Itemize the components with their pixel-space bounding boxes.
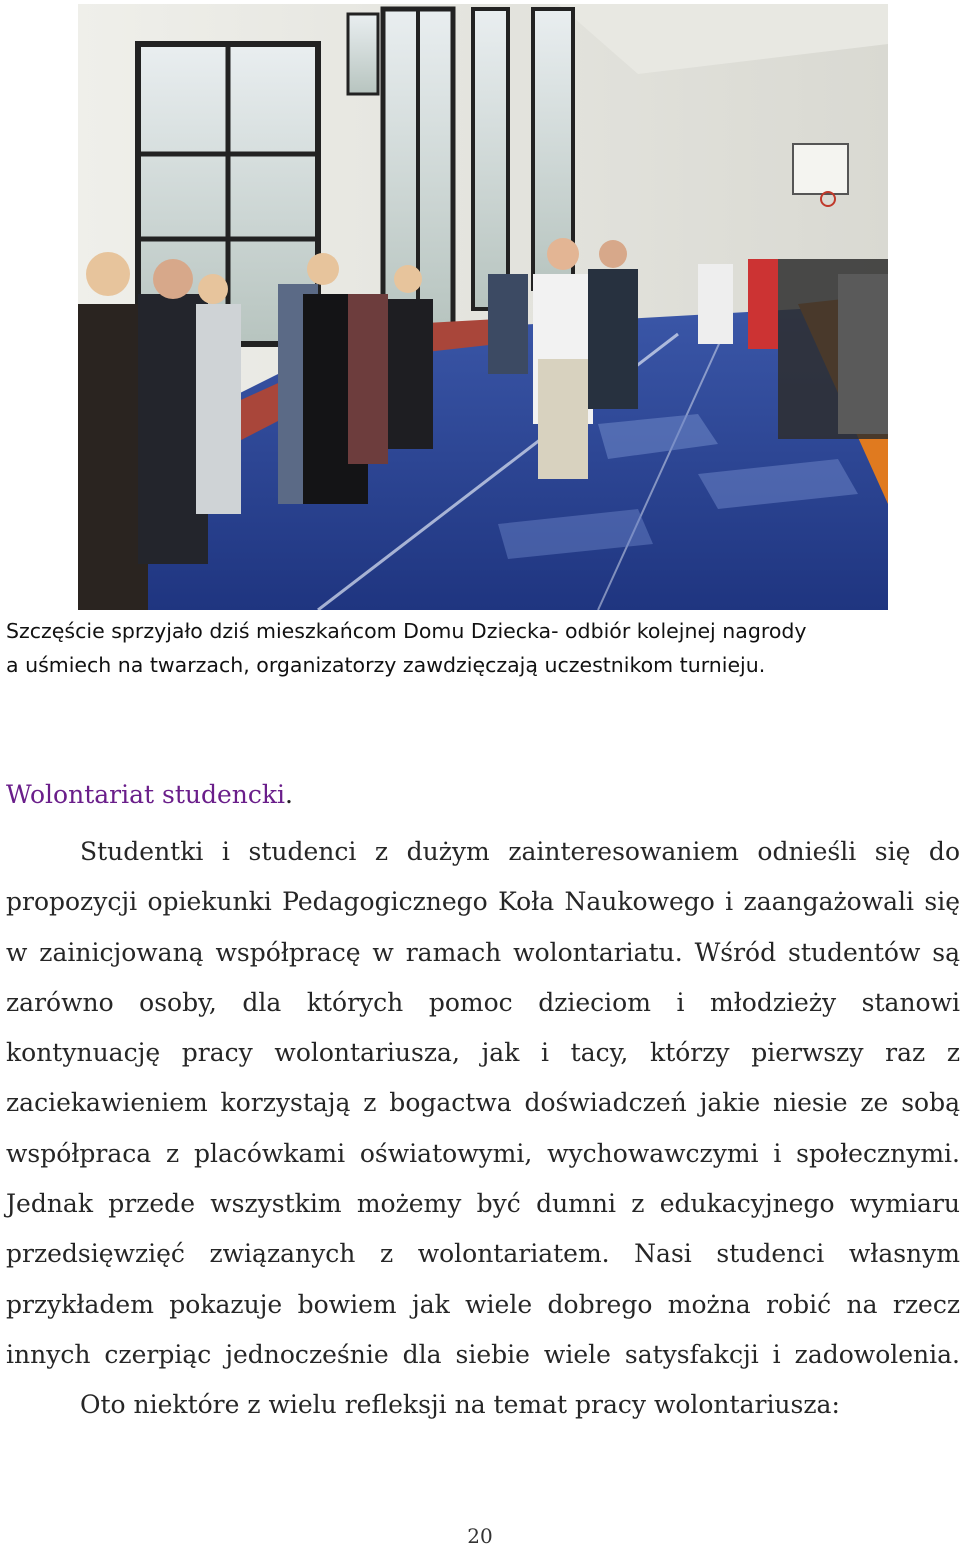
gym-award-photo bbox=[78, 4, 888, 610]
text-line: w zainicjowaną współpracę w ramach wolontariatu. Wśród studentów są bbox=[6, 937, 960, 967]
text-line: zaciekawieniem korzystają z bogactwa doświadczeń jakie niesie ze sobą bbox=[6, 1088, 960, 1118]
text-line: Studentki i studenci z dużym zainteresowaniem odnieśli się do bbox=[80, 837, 960, 866]
body-paragraph bbox=[6, 827, 960, 1431]
text-line: Oto niektóre z wielu refleksji na temat pracy wolontariusza: bbox=[80, 1390, 840, 1420]
text-line: zarówno osoby, dla których pomoc dzieciom i młodzieży stanowi bbox=[6, 987, 960, 1017]
page-number: 20 bbox=[467, 1524, 493, 1548]
text-line: innych czerpiąc jednocześnie dla siebie wiele satysfakcji i zadowolenia. bbox=[6, 1339, 960, 1369]
caption-line: a uśmiech na twarzach, organizatorzy zawdzięczają uczestnikom turnieju. bbox=[6, 653, 766, 677]
text-line: współpraca z placówkami oświatowymi, wychowawczymi i społecznymi. bbox=[6, 1138, 960, 1168]
text-line: przykładem pokazuje bowiem jak wiele dobrego można robić na rzecz bbox=[6, 1289, 960, 1319]
text-line: propozycji opiekunki Pedagogicznego Koła Naukowego i zaangażowali się bbox=[6, 887, 960, 917]
section-heading-punct: . bbox=[285, 780, 293, 809]
text-line: kontynuację pracy wolontariusza, jak i tacy, którzy pierwszy raz z bbox=[6, 1038, 960, 1068]
photo-gym-award-ceremony-icon bbox=[78, 4, 888, 610]
photo-caption bbox=[6, 614, 946, 682]
text-line: Jednak przede wszystkim możemy być dumni z edukacyjnego wymiaru bbox=[6, 1189, 960, 1219]
section-heading bbox=[6, 780, 293, 809]
section-heading-text: Wolontariat studencki bbox=[6, 780, 286, 809]
text-line: przedsięwzięć związanych z wolontariatem. Nasi studenci własnym bbox=[6, 1239, 960, 1269]
caption-line: Szczęście sprzyjało dziś mieszkańcom Domu Dziecka- odbiór kolejnej nagrody bbox=[6, 619, 807, 643]
